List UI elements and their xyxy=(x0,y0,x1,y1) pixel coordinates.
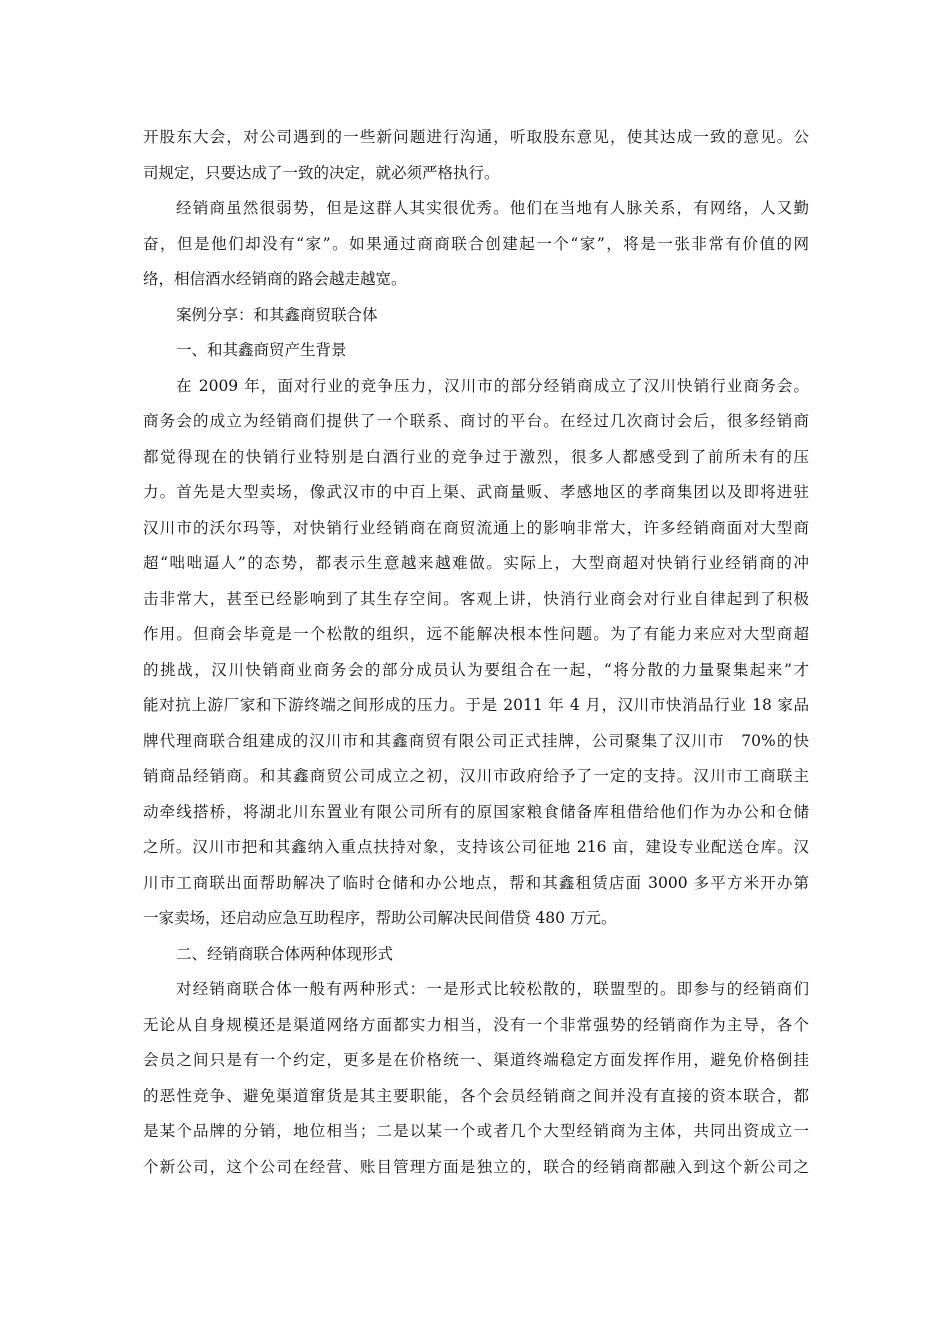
text-line: 无论从自身规模还是渠道网络方面都实力相当，没有一个非常强势的经销商作为主导，各个 xyxy=(143,1015,809,1034)
text-line: 的挑战，汉川快销商业商务会的部分成员认为要组合在一起，“将分散的力量聚集起来”才 xyxy=(143,660,809,679)
text-line: 作用。但商会毕竟是一个松散的组织，远不能解决根本性问题。为了有能力来应对大型商超 xyxy=(143,625,809,643)
text-line: 经销商虽然很弱势，但是这群人其实很优秀。他们在当地有人脉关系，有网络，人又勤 xyxy=(176,199,809,217)
paragraph-7 xyxy=(143,972,809,1185)
text-line: 销商品经销商。和其鑫商贸公司成立之初，汉川市政府给予了一定的支持。汉川市工商联主 xyxy=(143,767,809,785)
text-line: 牌代理商联合组建成的汉川市和其鑫商贸有限公司正式挂牌，公司聚集了汉川市 70%的快 xyxy=(143,731,809,750)
text-line: 击非常大，甚至已经影响到了其生存空间。客观上讲，快消行业商会对行业自律起到了积极 xyxy=(143,589,809,608)
text-line: 汉川市的沃尔玛等，对快销行业经销商在商贸流通上的影响非常大，许多经销商面对大型商 xyxy=(143,518,809,537)
text-line: 商务会的成立为经销商们提供了一个联系、商讨的平台。在经过几次商讨会后，很多经销商 xyxy=(143,412,809,430)
paragraph-1 xyxy=(143,120,809,191)
text-line: 力。首先是大型卖场，像武汉市的中百上渠、武商量贩、孝感地区的孝商集团以及即将进驻 xyxy=(143,483,809,501)
text-line: 司规定，只要达成了一致的决定，就必须严格执行。 xyxy=(143,163,500,182)
text-line: 一、和其鑫商贸产生背景 xyxy=(176,341,347,359)
paragraph-3 xyxy=(143,298,809,334)
text-line: 一家卖场，还启动应急互助程序，帮助公司解决民间借贷 480 万元。 xyxy=(143,909,617,927)
text-line: 个新公司，这个公司在经营、账目管理方面是独立的，联合的经销商都融入到这个新公司之 xyxy=(143,1157,809,1176)
paragraph-2 xyxy=(143,191,809,298)
paragraph-5 xyxy=(143,369,809,937)
text-line: 二、经销商联合体两种体现形式 xyxy=(176,944,394,963)
paragraph-4 xyxy=(143,333,809,369)
text-line: 开股东大会，对公司遇到的一些新问题进行沟通，听取股东意见，使其达成一致的意见。公 xyxy=(143,128,809,146)
text-line: 奋，但是他们却没有“家”。如果通过商商联合创建起一个“家”，将是一张非常有价值的网 xyxy=(143,234,809,253)
text-line: 对经销商联合体一般有两种形式：一是形式比较松散的，联盟型的。即参与的经销商们 xyxy=(176,980,809,998)
paragraph-6 xyxy=(143,937,809,973)
text-line: 在 2009 年，面对行业的竞争压力，汉川市的部分经销商成立了汉川快销行业商务会。 xyxy=(176,376,809,395)
text-line: 的恶性竞争、避免渠道窜货是其主要职能，各个会员经销商之间并没有直接的资本联合，都 xyxy=(143,1086,809,1105)
text-line: 能对抗上游厂家和下游终端之间形成的压力。于是 2011 年 4 月，汉川市快消品行业 18 家品 xyxy=(143,696,809,714)
text-line: 络，相信酒水经销商的路会越走越宽。 xyxy=(143,270,407,288)
text-line: 川市工商联出面帮助解决了临时仓储和办公地点，帮和其鑫租赁店面 3000 多平方米开办第 xyxy=(143,873,809,892)
text-line: 会员之间只是有一个约定，更多是在价格统一、渠道终端稳定方面发挥作用，避免价格倒挂 xyxy=(143,1051,809,1069)
document-body xyxy=(143,120,809,1185)
text-line: 超“咄咄逼人”的态势，都表示生意越来越难做。实际上，大型商超对快销行业经销商的冲 xyxy=(143,554,809,572)
text-line: 动牵线搭桥，将湖北川东置业有限公司所有的原国家粮食储备库租借给他们作为办公和仓储 xyxy=(143,802,809,821)
text-line: 都觉得现在的快销行业特别是白酒行业的竞争过于激烈，很多人都感受到了前所未有的压 xyxy=(143,447,809,466)
text-line: 之所。汉川市把和其鑫纳入重点扶持对象，支持该公司征地 216 亩，建设专业配送仓库。汉 xyxy=(143,838,809,856)
text-line: 是某个品牌的分销，地位相当；二是以某一个或者几个大型经销商为主体，共同出资成立一 xyxy=(143,1122,809,1140)
text-line: 案例分享：和其鑫商贸联合体 xyxy=(176,305,378,324)
